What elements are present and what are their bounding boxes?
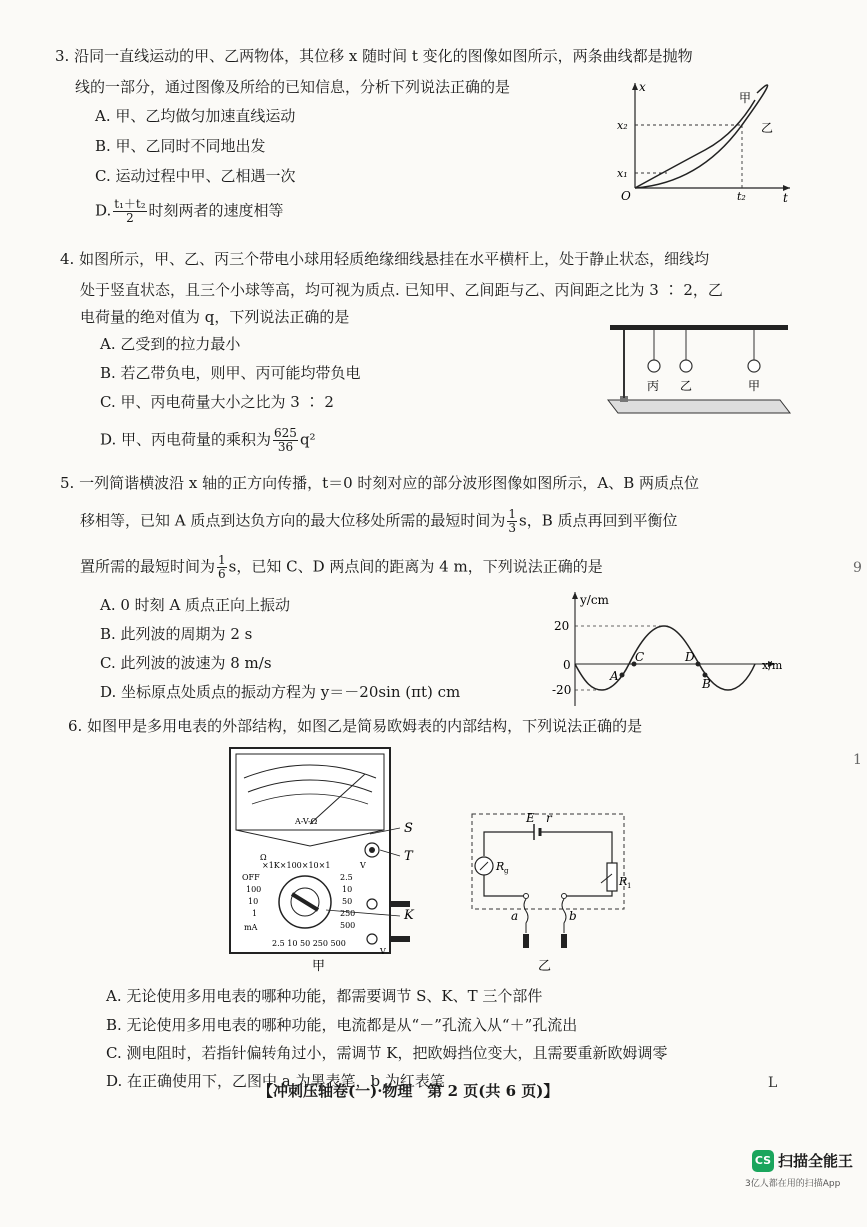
q3-graph-xlabel: t [783, 191, 788, 205]
meter-caption: 甲 [312, 959, 326, 974]
meter-right-val-1: 10 [342, 885, 353, 894]
circuit-label-rg-sub: g [504, 867, 509, 875]
side-mark-top: 9 [853, 560, 862, 576]
q4-option-c: C. 甲、丙电荷量大小之比为 3 ∶ 2 [100, 393, 334, 411]
q6-option-d: D. 在正确使用下，乙图中 a 为黑表笔，b 为红表笔 [106, 1072, 445, 1090]
q5-point-c: C [635, 650, 645, 664]
q6-option-c: C. 测电阻时，若指针偏转角过小，需调节 K，把欧姆挡位变大，且需要重新欧姆调零 [106, 1044, 668, 1062]
q3-graph-x1: x₁ [617, 167, 628, 180]
meter-left-val-2: 1 [252, 909, 258, 918]
corner-letter: L [768, 1075, 778, 1091]
circuit-label-rg: R [496, 860, 505, 873]
q3-graph-label-jia: 甲 [739, 91, 752, 105]
q3-option-c: C. 运动过程中甲、乙相遇一次 [95, 167, 296, 185]
meter-right-val-3: 250 [340, 909, 356, 918]
q5-point-d: D [685, 650, 695, 664]
q3-option-d: D. $\frac{\text{t₁＋t₂}}{2}$ 时刻两者的速度相等 [95, 197, 284, 225]
q5-graph-origin: 0 [563, 658, 571, 672]
meter-dial-label: A-V-Ω [295, 817, 318, 826]
q3-graph-t2: t₂ [737, 190, 746, 203]
q5-graph-xlabel: x/m [762, 659, 783, 672]
scanner-logo-icon: CS [752, 1150, 774, 1172]
q5-option-d: D. 坐标原点处质点的振动方程为 y＝－20sin (πt) cm [100, 683, 461, 701]
circuit-label-r1-sub: 1 [627, 882, 632, 890]
q3-stem-line2: 线的一部分，通过图像及所给的已知信息，分析下列说法正确的是 [75, 78, 511, 96]
meter-v-label-bottom: V [380, 947, 386, 956]
q5-graph-ylabel: y/cm [580, 593, 609, 607]
q5-option-b: B. 此列波的周期为 2 s [100, 625, 253, 643]
q4-stem-line2: 处于竖直状态，且三个小球等高，均可视为质点. 已知甲、乙间距与乙、丙间距之比为 3 ∶ 2，乙 [80, 281, 723, 299]
q5-graph-y-pos: 20 [554, 619, 570, 633]
q4-stem-line3: 电荷量的绝对值为 q，下列说法正确的是 [80, 308, 350, 326]
q6-option-a: A. 无论使用多用电表的哪种功能，都需要调节 S、K、T 三个部件 [106, 987, 543, 1005]
q4-pendulum-figure [600, 318, 795, 418]
q5-stem-line3: 置所需的最短时间为 $\frac{1}{6}$ s，已知 C、D 两点间的距离为 4 m，下列说法正确的是 [80, 553, 603, 581]
page-footer: 【冲刺压轴卷(一)·物理 第 2 页(共 6 页)】 [258, 1082, 559, 1100]
meter-label-t: T [404, 849, 413, 864]
circuit-label-a: a [511, 909, 519, 923]
meter-ma-label: mA [244, 923, 258, 932]
meter-bottom-vals: 2.5 10 50 250 500 [272, 939, 346, 948]
q4-ball-yi-label: 乙 [680, 379, 693, 393]
q6-option-b: B. 无论使用多用电表的哪种功能，电流都是从“－”孔流入从“＋”孔流出 [106, 1016, 578, 1034]
q4-ball-jia-label: 甲 [748, 379, 761, 393]
side-mark-mid: 1 [853, 752, 862, 768]
q3-graph-x2: x₂ [617, 119, 628, 132]
q3-stem-line1: 3. 沿同一直线运动的甲、乙两物体，其位移 x 随时间 t 变化的图像如图所示，两条曲线都是抛物 [55, 47, 693, 65]
meter-right-val-2: 50 [342, 897, 353, 906]
circuit-label-e: E [526, 811, 535, 825]
circuit-label-r: r [546, 811, 552, 825]
q6-stem: 6. 如图甲是多用电表的外部结构，如图乙是简易欧姆表的内部结构，下列说法正确的是 [68, 717, 643, 735]
meter-right-val-4: 500 [340, 921, 356, 930]
circuit-label-r1: R [619, 875, 628, 888]
q4-stem-line1: 4. 如图所示，甲、乙、丙三个带电小球用轻质绝缘细线悬挂在水平横杆上，处于静止状态，细线均 [60, 250, 710, 268]
q6-ohmmeter-circuit [466, 808, 631, 976]
q3-graph-label-yi: 乙 [761, 121, 774, 135]
meter-left-val-1: 10 [248, 897, 259, 906]
meter-off-label: OFF [242, 873, 260, 882]
q4-option-b: B. 若乙带负电，则甲、丙可能均带负电 [100, 364, 361, 382]
q5-point-b: B [702, 677, 711, 691]
q3-graph-ylabel: x [639, 80, 646, 94]
meter-v-label-top: V [360, 861, 366, 870]
q3-graph-origin: O [621, 189, 631, 203]
q4-option-d: D. 甲、丙电荷量的乘积为 $\frac{625}{36}$ q² [100, 426, 316, 454]
q3-option-b: B. 甲、乙同时不同地出发 [95, 137, 266, 155]
meter-label-k: K [404, 908, 414, 923]
q4-option-a: A. 乙受到的拉力最小 [100, 335, 241, 353]
q5-stem-line2: 移相等，已知 A 质点到达负方向的最大位移处所需的最短时间为 $\frac{1}{3}$ s，B 质点再回到平衡位 [80, 507, 678, 535]
meter-right-val-0: 2.5 [340, 873, 353, 882]
q5-wave-graph [550, 588, 790, 708]
meter-label-s: S [404, 821, 413, 836]
scanner-slogan: 3亿人都在用的扫描App [745, 1179, 841, 1189]
q6-multimeter-figure [220, 744, 430, 976]
meter-ohm-label: Ω [260, 853, 267, 862]
meter-left-val-0: 100 [246, 885, 262, 894]
q3-xt-graph [615, 78, 800, 208]
meter-ohm-ranges: ×1K×100×10×1 [262, 861, 331, 870]
circuit-label-b: b [569, 909, 577, 923]
q5-graph-y-neg: -20 [552, 683, 572, 697]
q5-stem-line1: 5. 一列简谐横波沿 x 轴的正方向传播，t＝0 时刻对应的部分波形图像如图所示，A、B 两质点位 [60, 474, 700, 492]
q3-option-a: A. 甲、乙均做匀加速直线运动 [95, 107, 296, 125]
scanner-app-name: 扫描全能王 [778, 1152, 854, 1170]
circuit-caption: 乙 [538, 959, 552, 974]
q5-point-a: A [610, 669, 619, 683]
q5-option-c: C. 此列波的波速为 8 m/s [100, 654, 272, 672]
q4-ball-bing-label: 丙 [647, 379, 660, 393]
q5-option-a: A. 0 时刻 A 质点正向上振动 [100, 596, 291, 614]
